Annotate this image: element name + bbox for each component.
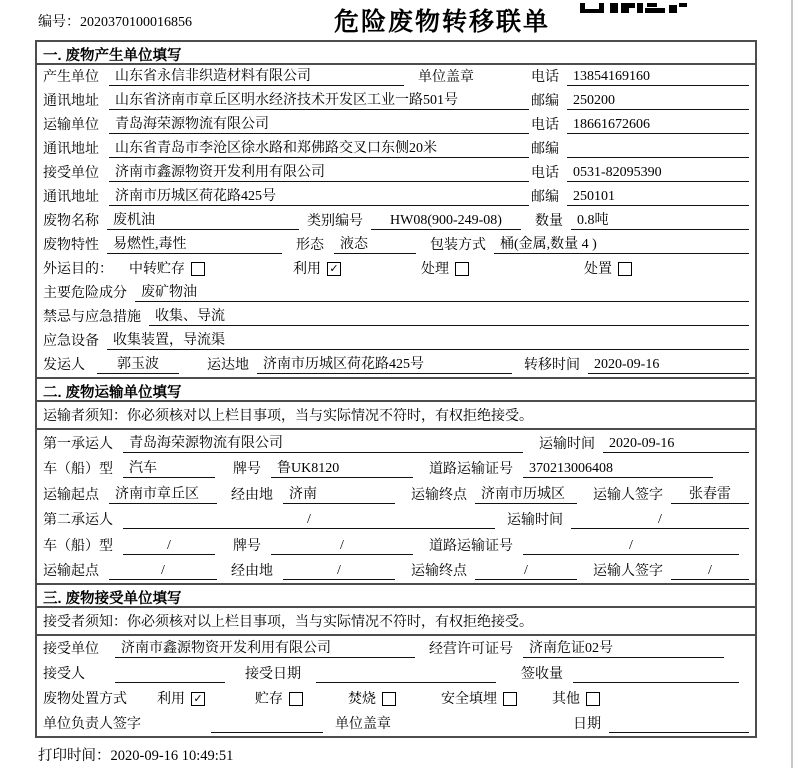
- section-transporter: [37, 377, 755, 583]
- treat-label: 处理: [421, 262, 449, 277]
- receiver-zip-value: 250101: [567, 189, 749, 206]
- section-receiver: [37, 583, 755, 736]
- producer-address-value: 山东省济南市章丘区明水经济技术开发区工业一路501号: [109, 89, 529, 110]
- carrier-sign2-value: /: [671, 563, 749, 580]
- page-title: 危险废物转移联单: [334, 8, 551, 36]
- transporter-unit-label: 运输单位: [43, 118, 99, 133]
- license-number-value: 济南危证02号: [523, 637, 724, 658]
- vehicle-type2-label: 车（船）型: [43, 538, 113, 554]
- receiver-unit-value: 济南市鑫源物资开发利用有限公司: [109, 161, 529, 182]
- disposal-landfill-checkbox: [503, 692, 517, 706]
- receiver-unit-row: [37, 161, 755, 185]
- transport-time2-label: 运输时间: [507, 513, 563, 528]
- responsible-signature-row: [37, 711, 755, 736]
- via2-value: /: [283, 563, 395, 580]
- carrier2-label: 第二承运人: [43, 513, 113, 528]
- disposal-other-checkbox: [586, 692, 600, 706]
- vehicle1-row: [37, 456, 755, 482]
- taboo-measures-label: 禁忌与应急措施: [43, 310, 141, 325]
- waste-characteristic-row: [37, 233, 755, 257]
- transporter-zip-label: 邮编: [531, 142, 559, 157]
- vehicle-type2-value: /: [123, 538, 215, 555]
- producer-address-label: 通讯地址: [43, 94, 99, 109]
- destination-label: 运达地: [207, 358, 249, 373]
- print-time-label: 打印时间：: [38, 748, 111, 764]
- serial-number: [38, 11, 192, 31]
- unit-seal-label: 单位盖章: [418, 70, 474, 85]
- vehicle2-row: [37, 532, 755, 558]
- consignor-value: 郭玉波: [97, 353, 179, 374]
- receiver-person-label: 接受人: [43, 667, 85, 682]
- transfer-storage-label: 中转贮存: [129, 262, 185, 277]
- via2-label: 经由地: [231, 564, 273, 579]
- disposal-store-checkbox: [289, 692, 303, 706]
- road-cert1-value: 370213006408: [523, 461, 713, 478]
- transporter-notice: 运输者须知：你必须核对以上栏目事项，当与实际情况不符时，有权拒绝接受。: [37, 402, 755, 430]
- origin2-label: 运输起点: [43, 564, 99, 579]
- producer-unit-row: [37, 65, 755, 89]
- received-quantity-value: [573, 666, 739, 683]
- road-cert1-label: 道路运输证号: [429, 462, 513, 477]
- transport-time1-value: 2020-09-16: [603, 436, 749, 453]
- page-edge-line: [791, 0, 793, 768]
- receiver-address-value: 济南市历城区荷花路425号: [109, 185, 529, 206]
- unit-seal2-label: 单位盖章: [335, 717, 391, 732]
- receiver-notice: 接受者须知：你必须核对以上栏目事项，当与实际情况不符时，有权拒绝接受。: [37, 608, 755, 636]
- transporter-address-row: [37, 137, 755, 161]
- responsible-signature-value: [211, 716, 323, 733]
- terminal1-label: 运输终点: [411, 487, 467, 503]
- section1-header: 一. 废物产生单位填写: [37, 42, 755, 65]
- carrier1-label: 第一承运人: [43, 436, 113, 452]
- plate-number1-label: 牌号: [233, 462, 261, 477]
- disposal-method-row: [37, 686, 755, 711]
- waste-name-row: [37, 209, 755, 233]
- date-value: [609, 716, 749, 733]
- producer-zip-label: 邮编: [531, 94, 559, 109]
- receive-date-label: 接受日期: [245, 667, 301, 682]
- waste-characteristic-value: 易燃性,毒性: [107, 233, 282, 254]
- receiver-phone-label: 电话: [531, 166, 559, 181]
- producer-phone-value: 13854169160: [567, 69, 749, 86]
- transporter-phone-label: 电话: [531, 118, 559, 133]
- via1-value: 济南: [283, 483, 395, 504]
- route2-row: [37, 558, 755, 584]
- origin2-value: /: [109, 563, 217, 580]
- receiver-address-row: [37, 185, 755, 209]
- receiving-unit-row: [37, 636, 755, 661]
- vehicle-type1-label: 车（船）型: [43, 462, 113, 477]
- transport-time2-value: /: [571, 512, 749, 529]
- producer-unit-value: 山东省永信非织造材料有限公司: [109, 65, 404, 86]
- outbound-purpose-label: 外运目的：: [43, 262, 113, 277]
- carrier-sign1-label: 运输人签字: [593, 487, 663, 503]
- main-hazard-value: 废矿物油: [135, 281, 749, 302]
- waste-quantity-value: 0.8吨: [571, 209, 749, 230]
- disposal-burn-label: 焚烧: [348, 692, 376, 707]
- transfer-date-label: 转移时间: [524, 358, 580, 373]
- receiving-unit-value: 济南市鑫源物资开发利用有限公司: [115, 637, 415, 658]
- serial-value: 2020370100016856: [80, 15, 192, 30]
- use-label: 利用: [293, 262, 321, 277]
- section-producer: [37, 42, 755, 377]
- plate-number1-value: 鲁UK8120: [271, 457, 413, 478]
- carrier2-row: [37, 507, 755, 533]
- waste-form-value: 液态: [334, 233, 416, 254]
- terminal2-label: 运输终点: [411, 564, 467, 579]
- transfer-storage-checkbox: [191, 262, 205, 276]
- producer-phone-label: 电话: [531, 70, 559, 85]
- emergency-equipment-row: [37, 329, 755, 353]
- disposal-method-label: 废物处置方式: [43, 692, 127, 707]
- treat-checkbox: [455, 262, 469, 276]
- emergency-equipment-label: 应急设备: [43, 334, 99, 349]
- disposal-other-label: 其他: [552, 692, 580, 707]
- waste-name-label: 废物名称: [43, 214, 99, 229]
- transfer-form: [35, 40, 757, 738]
- terminal1-value: 济南市历城区: [475, 483, 577, 504]
- dispose-checkbox: [618, 262, 632, 276]
- disposal-use-checkbox: ✓: [191, 692, 205, 706]
- disposal-landfill-label: 安全填埋: [441, 692, 497, 707]
- producer-unit-label: 产生单位: [43, 70, 99, 85]
- vehicle-type1-value: 汽车: [123, 457, 215, 478]
- section2-header: 二. 废物运输单位填写: [37, 377, 755, 402]
- packing-method-label: 包装方式: [430, 238, 486, 253]
- disposal-burn-checkbox: [382, 692, 396, 706]
- origin1-value: 济南市章丘区: [109, 483, 217, 504]
- waste-quantity-label: 数量: [535, 214, 563, 229]
- producer-address-row: [37, 89, 755, 113]
- emergency-equipment-value: 收集装置，导流渠: [107, 329, 749, 350]
- receiver-zip-label: 邮编: [531, 190, 559, 205]
- waste-name-value: 废机油: [107, 209, 299, 230]
- received-quantity-label: 签收量: [521, 667, 563, 682]
- waste-form-label: 形态: [296, 238, 324, 253]
- waste-category-value: HW08(900-249-08): [371, 213, 521, 230]
- transporter-address-label: 通讯地址: [43, 142, 99, 157]
- transporter-unit-row: [37, 113, 755, 137]
- outbound-purpose-row: [37, 257, 755, 281]
- via1-label: 经由地: [231, 487, 273, 503]
- transporter-address-value: 山东省青岛市李沧区徐水路和郑佛路交叉口东侧20米: [109, 137, 529, 158]
- plate-number2-label: 牌号: [233, 538, 261, 554]
- consignor-label: 发运人: [43, 358, 85, 373]
- date-label: 日期: [573, 717, 601, 732]
- print-time: [38, 744, 233, 765]
- carrier1-row: [37, 430, 755, 456]
- disposal-use-label: 利用: [157, 692, 185, 707]
- main-hazard-row: [37, 281, 755, 305]
- taboo-measures-row: [37, 305, 755, 329]
- road-cert2-value: /: [523, 538, 739, 555]
- carrier-sign2-label: 运输人签字: [593, 564, 663, 579]
- road-cert2-label: 道路运输证号: [429, 538, 513, 554]
- waste-category-label: 类别编号: [307, 214, 363, 229]
- receiver-person-value: [115, 666, 225, 683]
- use-checkbox: ✓: [327, 262, 341, 276]
- receive-date-value: [316, 666, 496, 683]
- waste-characteristic-label: 废物特性: [43, 238, 99, 253]
- taboo-measures-value: 收集、导流: [149, 305, 749, 326]
- origin1-label: 运输起点: [43, 487, 99, 503]
- license-number-label: 经营许可证号: [429, 642, 513, 657]
- carrier1-value: 青岛海荣源物流有限公司: [123, 432, 523, 453]
- responsible-signature-label: 单位负责人签字: [43, 717, 141, 732]
- receiver-phone-value: 0531-82095390: [567, 165, 749, 182]
- transporter-unit-value: 青岛海荣源物流有限公司: [109, 113, 529, 134]
- carrier-sign1-value: 张春雷: [671, 483, 749, 504]
- section3-header: 三. 废物接受单位填写: [37, 583, 755, 608]
- transfer-date-value: 2020-09-16: [588, 357, 749, 374]
- receiver-person-row: [37, 661, 755, 686]
- route1-row: [37, 481, 755, 507]
- receiver-unit-label: 接受单位: [43, 166, 99, 181]
- print-time-value: 2020-09-16 10:49:51: [110, 748, 234, 764]
- disposal-store-label: 贮存: [255, 692, 283, 707]
- packing-method-value: 桶(金属,数量 4 ): [494, 233, 749, 254]
- plate-number2-value: /: [271, 538, 413, 555]
- receiving-unit-label: 接受单位: [43, 642, 99, 657]
- transporter-zip-value: [567, 141, 749, 158]
- carrier2-value: /: [123, 512, 495, 529]
- main-hazard-label: 主要危险成分: [43, 286, 127, 301]
- consignor-row: [37, 353, 755, 377]
- terminal2-value: /: [475, 563, 577, 580]
- transport-time1-label: 运输时间: [539, 436, 595, 452]
- dispose-label: 处置: [584, 262, 612, 277]
- producer-zip-value: 250200: [567, 93, 749, 110]
- serial-label: 编号：: [38, 15, 80, 30]
- destination-value: 济南市历城区荷花路425号: [257, 353, 512, 374]
- transporter-phone-value: 18661672606: [567, 117, 749, 134]
- qr-code-partial: [580, 0, 688, 18]
- receiver-address-label: 通讯地址: [43, 190, 99, 205]
